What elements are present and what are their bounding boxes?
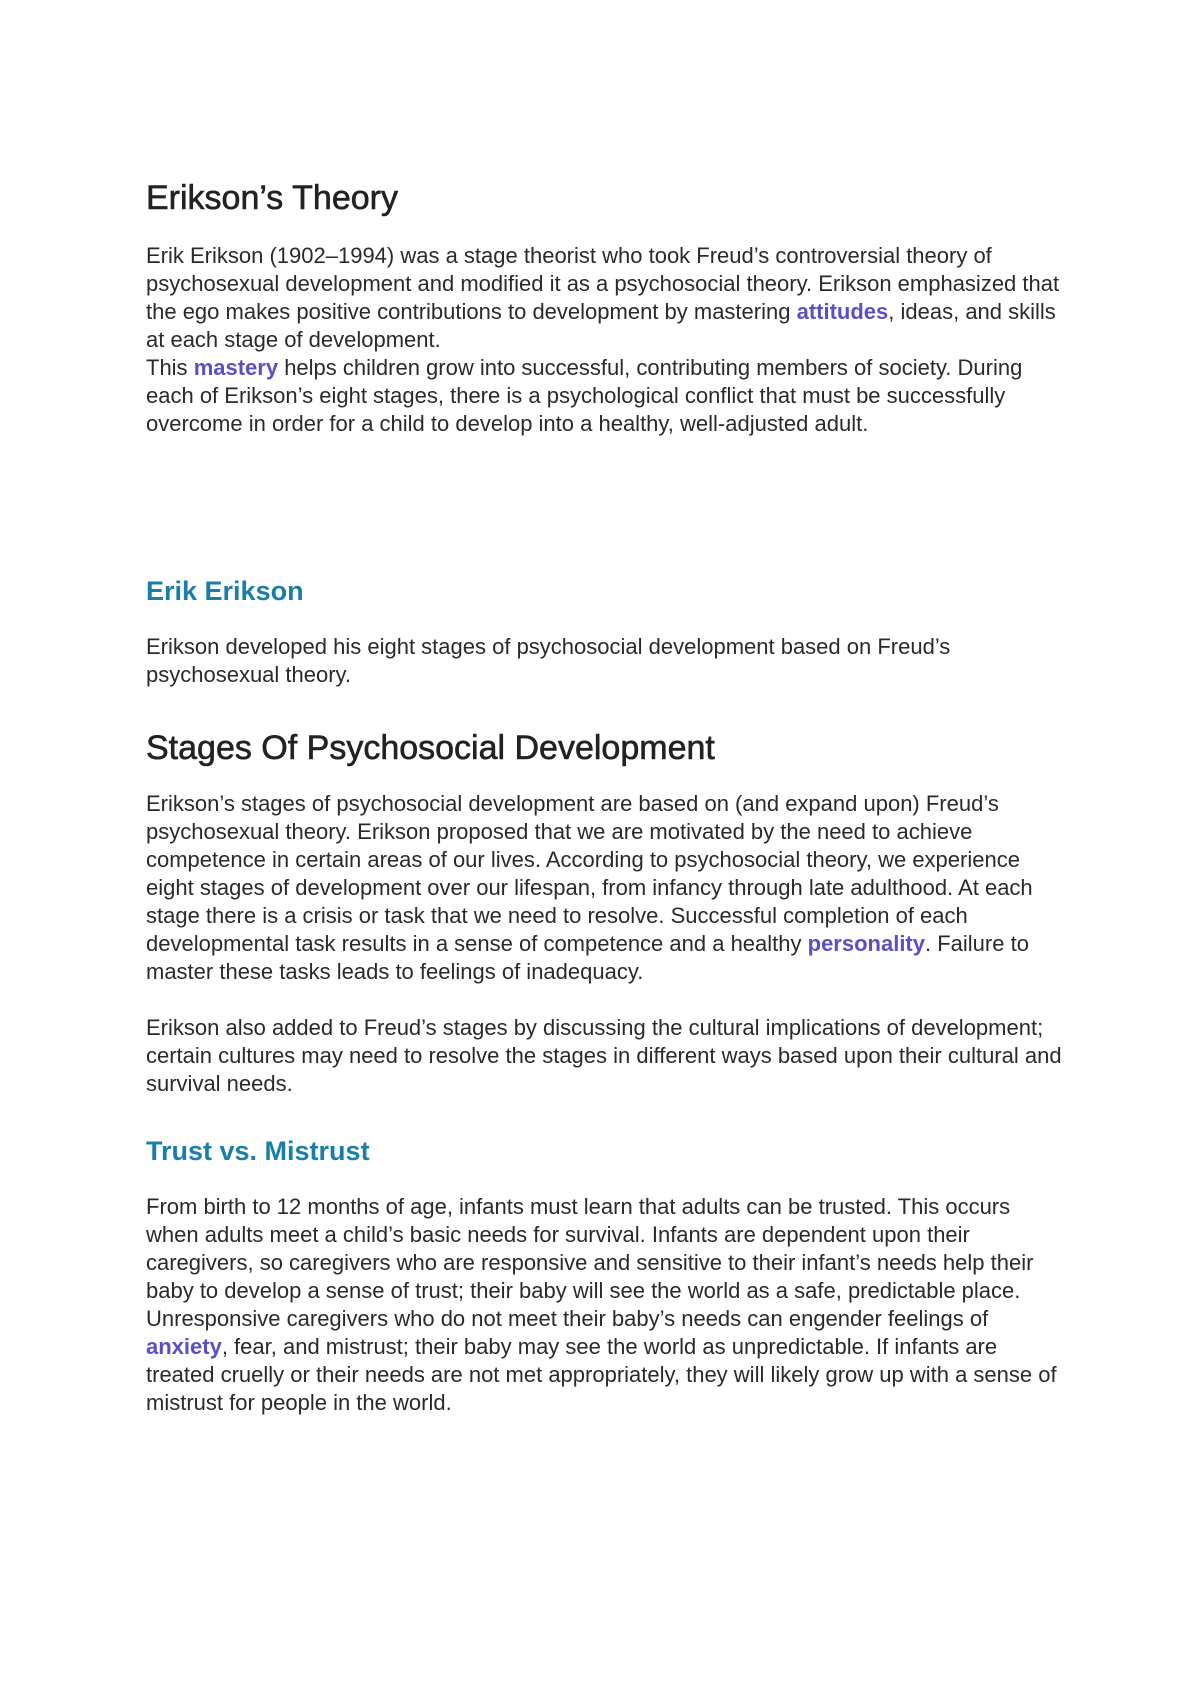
keyword-link-anxiety[interactable]: anxiety xyxy=(146,1334,222,1359)
page-title: Erikson’s Theory xyxy=(146,179,398,217)
document-body xyxy=(146,178,1066,1417)
trust-paragraph xyxy=(146,1193,1066,1417)
trust-text-a: From birth to 12 months of age, infants must learn that adults can be trusted. This occurs when adults meet a child’s basic needs for survival. Infants are dependent upon their caregivers, so caregivers who are responsive and sensitive to their infant’s needs help their baby to develop a sense of trust; their baby will see the world as a safe, predictable place. Unresponsive caregivers who do not meet their baby’s needs can engender feelings of xyxy=(146,1194,1034,1331)
keyword-link-mastery[interactable]: mastery xyxy=(193,355,279,380)
keyword-link-attitudes[interactable]: attitudes xyxy=(796,299,889,324)
intro-text-c: This xyxy=(146,355,194,380)
intro-paragraph xyxy=(146,242,1066,438)
erikson-paragraph: Erikson developed his eight stages of psychosocial development based on Freud’s psychosexual theory. xyxy=(146,634,951,687)
intro-text-d: helps children grow into successful, contributing members of society. During each of Erikson’s eight stages, there is a psychological conflict that must be successfully overcome in order for a child to develop into a healthy, well-adjusted adult. xyxy=(146,355,1023,436)
section-title-stages: Stages Of Psychosocial Development xyxy=(146,729,715,767)
section-heading-erik-erikson: Erik Erikson xyxy=(146,576,304,606)
trust-text-b: , fear, and mistrust; their baby may see the world as unpredictable. If infants are treated cruelly or their needs are not met appropriately, they will likely grow up with a sense of mistrust for people in the world. xyxy=(146,1334,1057,1415)
stages-text-a: Erikson’s stages of psychosocial development are based on (and expand upon) Freud’s psychosexual theory. Erikson proposed that we are motivated by the need to achieve competence in certain areas of our lives. According to psychosocial theory, we experience eight stages of development over our lifespan, from infancy through late adulthood. At each stage there is a crisis or task that we need to resolve. Successful completion of each developmental task results in a sense of competence and a healthy xyxy=(146,791,1033,956)
stages-paragraph xyxy=(146,790,1066,986)
intro-text-a: Erik Erikson (1902–1994) was a stage theorist who took Freud’s controversial theory of psychosexual development and modified it as a psychosocial theory. Erikson emphasized that the ego makes positive contributions to development by mastering xyxy=(146,243,1060,324)
culture-paragraph: Erikson also added to Freud’s stages by discussing the cultural implications of development; certain cultures may need to resolve the stages in different ways based upon their cultural and survival needs. xyxy=(146,1015,1062,1096)
keyword-link-personality[interactable]: personality xyxy=(807,931,925,956)
stages-text-b: . Failure to master these tasks leads to feelings of inadequacy. xyxy=(146,931,1029,984)
intro-text-b: , ideas, and skills at each stage of development. xyxy=(146,299,1056,352)
section-heading-trust-vs-mistrust: Trust vs. Mistrust xyxy=(146,1136,370,1166)
